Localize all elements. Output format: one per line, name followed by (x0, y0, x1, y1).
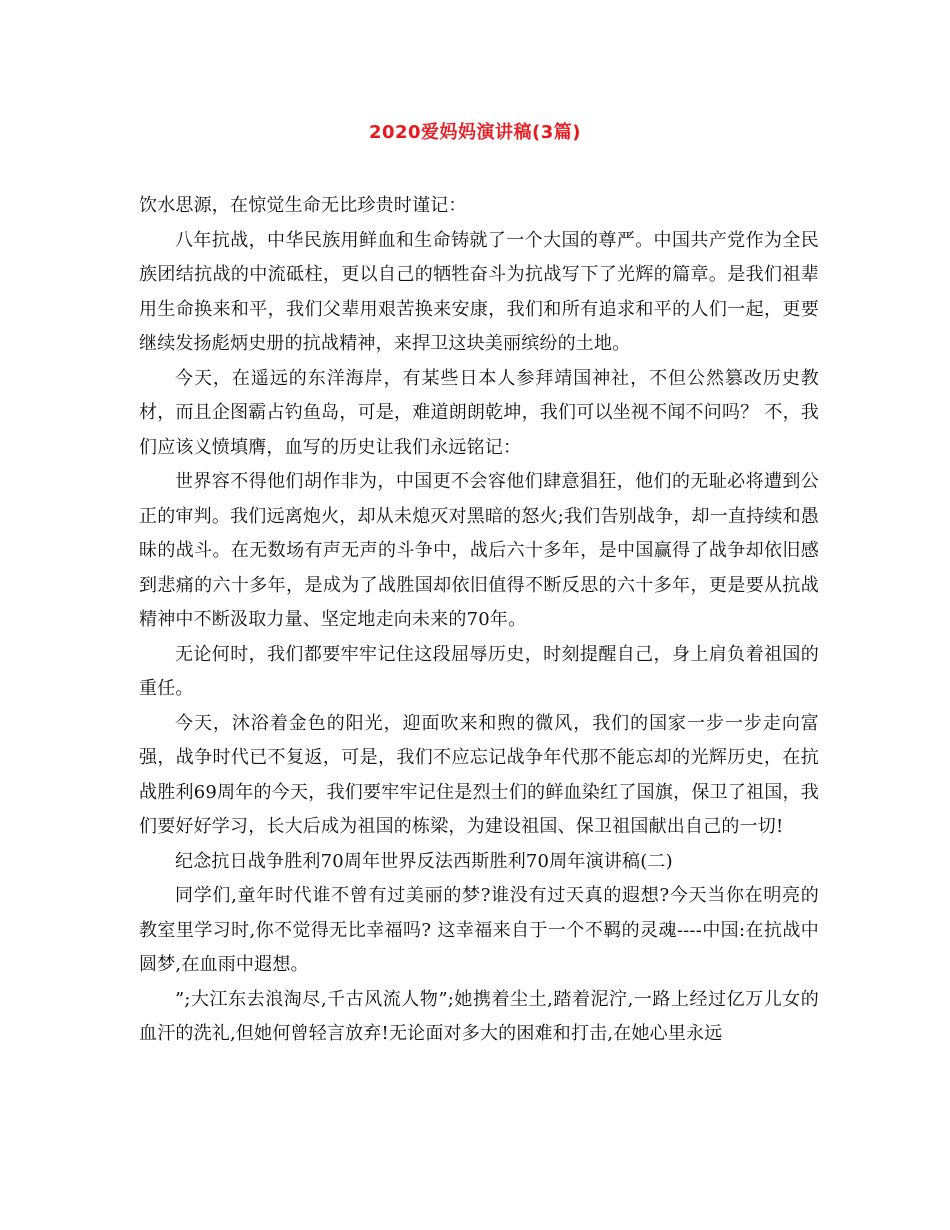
paragraph: ”;大江东去浪淘尽,千古风流人物”;她携着尘土,踏着泥泞,一路上经过亿万儿女的血汗的洗礼,但她何曾轻言放弃!无论面对多大的困难和打击,在她心里永远 (139, 988, 819, 1044)
document-body (139, 189, 819, 1052)
paragraph: 八年抗战，中华民族用鲜血和生命铸就了一个大国的尊严。中国共产党作为全民族团结抗战的中流砥柱，更以自己的牺牲奋斗为抗战写下了光辉的篇章。是我们祖辈用生命换来和平，我们父辈用艰苦换来安康，我们和所有追求和平的人们一起，更要继续发扬彪炳史册的抗战精神，来捍卫这块美丽缤纷的土地。 (139, 229, 819, 354)
paragraph: 无论何时，我们都要牢牢记住这段屈辱历史，时刻提醒自己，身上肩负着祖国的重任。 (139, 643, 819, 699)
paragraph: 世界容不得他们胡作非为，中国更不会容他们肆意猖狂，他们的无耻必将遭到公正的审判。我们远离炮火，却从未熄灭对黑暗的怒火;我们告别战争，却一直持续和愚昧的战斗。在无数场有声无声的斗争中，战后六十多年，是中国赢得了战争却依旧感到悲痛的六十多年，是成为了战胜国却依旧值得不断反思的六十多年，更是要从抗战精神中不断汲取力量、坚定地走向未来的70年。 (139, 471, 819, 630)
paragraph-intro: 饮水思源，在惊觉生命无比珍贵时谨记： (139, 195, 467, 216)
section-heading: 纪念抗日战争胜利70周年世界反法西斯胜利70周年演讲稿(二) (175, 850, 673, 872)
paragraph: 同学们,童年时代谁不曾有过美丽的梦?谁没有过天真的遐想?今天当你在明亮的教室里学习时,你不觉得无比幸福吗? 这幸福来自于一个不羁的灵魂----中国:在抗战中圆梦,在血雨中遐想。 (139, 885, 819, 975)
paragraph: 今天，在遥远的东洋海岸，有某些日本人参拜靖国神社，不但公然篡改历史教材，而且企图霸占钓鱼岛，可是，难道朗朗乾坤，我们可以坐视不闻不问吗？ 不，我们应该义愤填膺，血写的历史让我们永远铭记： (139, 367, 819, 458)
document-title: 2020爱妈妈演讲稿(3篇) (368, 122, 582, 143)
paragraph: 今天，沐浴着金色的阳光，迎面吹来和煦的微风，我们的国家一步一步走向富强，战争时代已不复返，可是，我们不应忘记战争年代那不能忘却的光辉历史，在抗战胜利69周年的今天，我们要牢牢记住是烈士们的鲜血染红了国旗，保卫了祖国，我们要好好学习，长大后成为祖国的栋梁，为建设祖国、保卫祖国献出自己的一切! (139, 712, 819, 837)
